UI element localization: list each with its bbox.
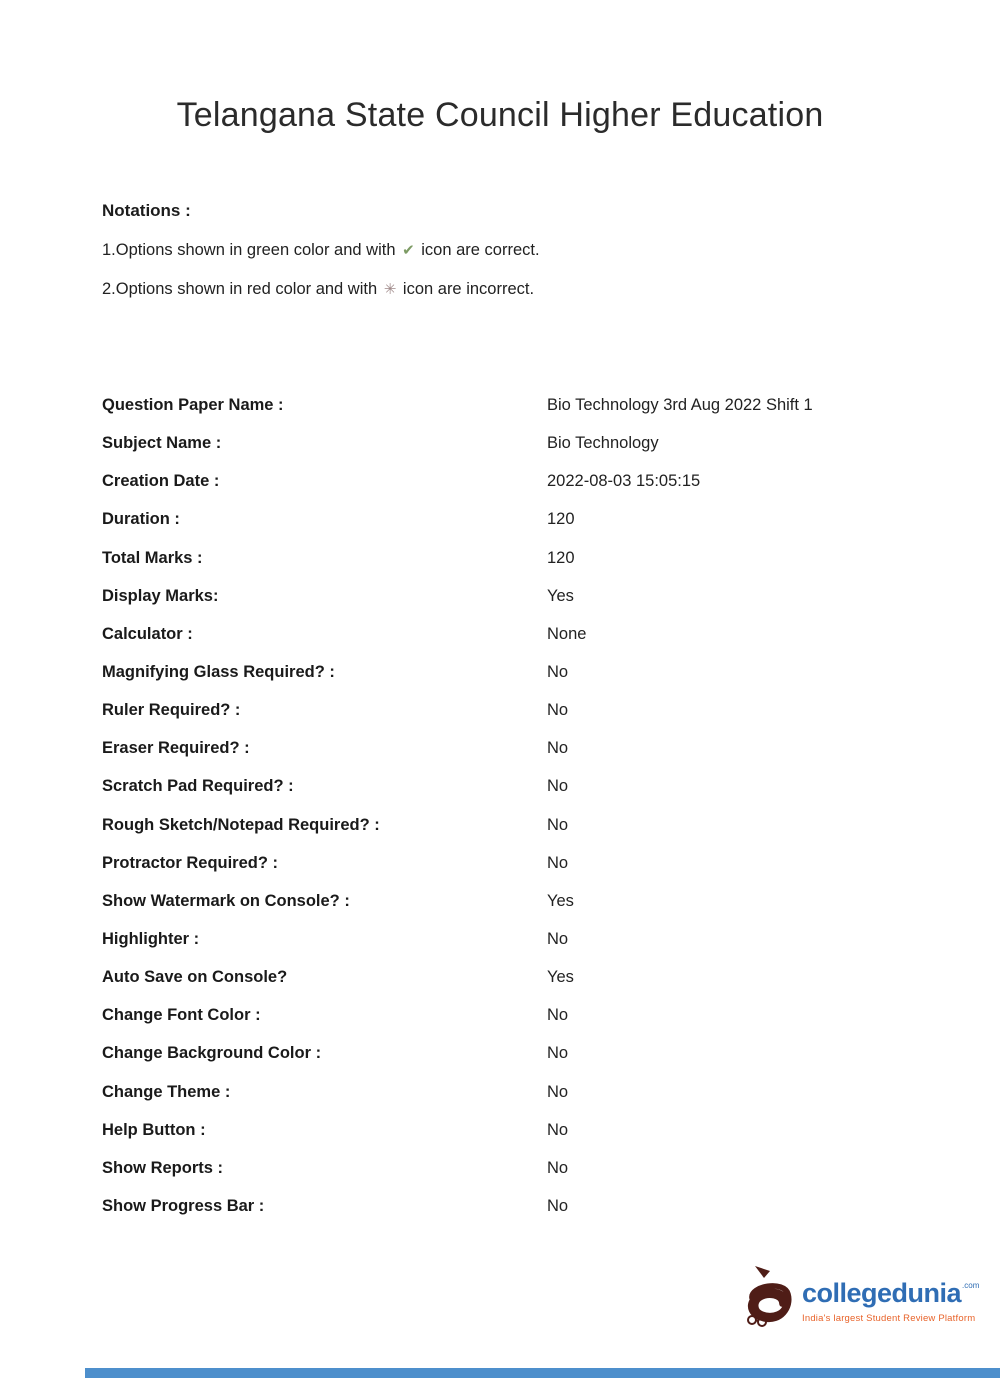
notation-item	[102, 241, 802, 260]
property-value: Bio Technology	[547, 434, 659, 453]
notation-text-after: icon are incorrect.	[398, 280, 535, 298]
property-row	[102, 701, 902, 739]
property-value: No	[547, 701, 569, 720]
notation-list	[102, 241, 802, 299]
property-value: No	[547, 1120, 569, 1139]
property-label: Scratch Pad Required? :	[102, 777, 294, 796]
property-label: Show Watermark on Console? :	[102, 891, 350, 910]
property-label: Rough Sketch/Notepad Required? :	[102, 815, 380, 834]
property-label: Protractor Required? :	[102, 853, 279, 872]
property-label: Ruler Required? :	[102, 701, 241, 720]
property-value: No	[547, 853, 569, 872]
property-row	[102, 396, 902, 434]
property-row	[102, 1083, 902, 1121]
property-label: Auto Save on Console?	[102, 968, 288, 987]
property-value: No	[547, 739, 569, 758]
property-value: No	[547, 1158, 569, 1177]
brand-suffix: .com	[962, 1281, 980, 1290]
property-row	[102, 739, 902, 777]
property-value: No	[547, 1044, 569, 1063]
property-value: No	[547, 1196, 569, 1215]
brand-name: collegedunia	[802, 1278, 962, 1308]
property-value: No	[547, 1006, 569, 1025]
property-row	[102, 1159, 902, 1197]
notation-item	[102, 280, 802, 299]
notation-text-before: 1.Options shown in green color and with	[102, 241, 401, 259]
bottom-bar	[85, 1368, 1000, 1378]
notation-text-after: icon are correct.	[416, 241, 540, 259]
property-value: 120	[547, 548, 575, 567]
property-label: Creation Date :	[102, 472, 220, 491]
property-row	[102, 625, 902, 663]
property-value: No	[547, 1082, 569, 1101]
property-value: Yes	[547, 968, 574, 987]
property-value: None	[547, 624, 587, 643]
property-row	[102, 510, 902, 548]
property-row	[102, 549, 902, 587]
brand-tagline: India's largest Student Review Platform	[802, 1313, 976, 1324]
page-title: Telangana State Council Higher Education	[176, 96, 824, 134]
property-label: Total Marks :	[102, 548, 203, 567]
property-label: Change Theme :	[102, 1082, 231, 1101]
notations-heading: Notations :	[102, 201, 191, 220]
property-row	[102, 777, 902, 815]
property-row	[102, 1121, 902, 1159]
property-value: No	[547, 777, 569, 796]
properties-section	[102, 396, 902, 1235]
property-row	[102, 663, 902, 701]
property-value: 2022-08-03 15:05:15	[547, 472, 701, 491]
property-row	[102, 1044, 902, 1082]
property-row	[102, 892, 902, 930]
property-value: Yes	[547, 891, 574, 910]
property-value: No	[547, 929, 569, 948]
property-row	[102, 968, 902, 1006]
property-label: Calculator :	[102, 624, 193, 643]
property-row	[102, 1006, 902, 1044]
property-row	[102, 816, 902, 854]
notations-section	[102, 201, 802, 319]
property-label: Highlighter :	[102, 929, 200, 948]
property-label: Duration :	[102, 510, 180, 529]
property-value: No	[547, 662, 569, 681]
notation-text-before: 2.Options shown in red color and with	[102, 280, 382, 298]
property-value: Bio Technology 3rd Aug 2022 Shift 1	[547, 396, 813, 414]
brand-footer	[742, 1264, 980, 1330]
property-row	[102, 854, 902, 892]
property-label: Change Font Color :	[102, 1006, 261, 1025]
property-value: Yes	[547, 586, 574, 605]
property-label: Display Marks:	[102, 586, 219, 605]
property-label: Subject Name :	[102, 434, 222, 453]
property-value: 120	[547, 510, 575, 529]
brand-text-block	[802, 1264, 979, 1324]
property-label: Help Button :	[102, 1120, 206, 1139]
property-label: Eraser Required? :	[102, 739, 250, 758]
property-row	[102, 1197, 902, 1235]
property-label: Show Reports :	[102, 1158, 224, 1177]
collegedunia-logo-icon	[742, 1264, 796, 1330]
cross-icon: ✳	[383, 281, 397, 298]
property-value: No	[547, 815, 569, 834]
check-icon: ✔	[402, 242, 415, 259]
property-row	[102, 472, 902, 510]
property-row	[102, 930, 902, 968]
property-row	[102, 434, 902, 472]
property-label: Show Progress Bar :	[102, 1196, 265, 1215]
property-label: Question Paper Name :	[102, 396, 284, 414]
property-label: Change Background Color :	[102, 1044, 322, 1063]
property-row	[102, 587, 902, 625]
property-label: Magnifying Glass Required? :	[102, 662, 335, 681]
